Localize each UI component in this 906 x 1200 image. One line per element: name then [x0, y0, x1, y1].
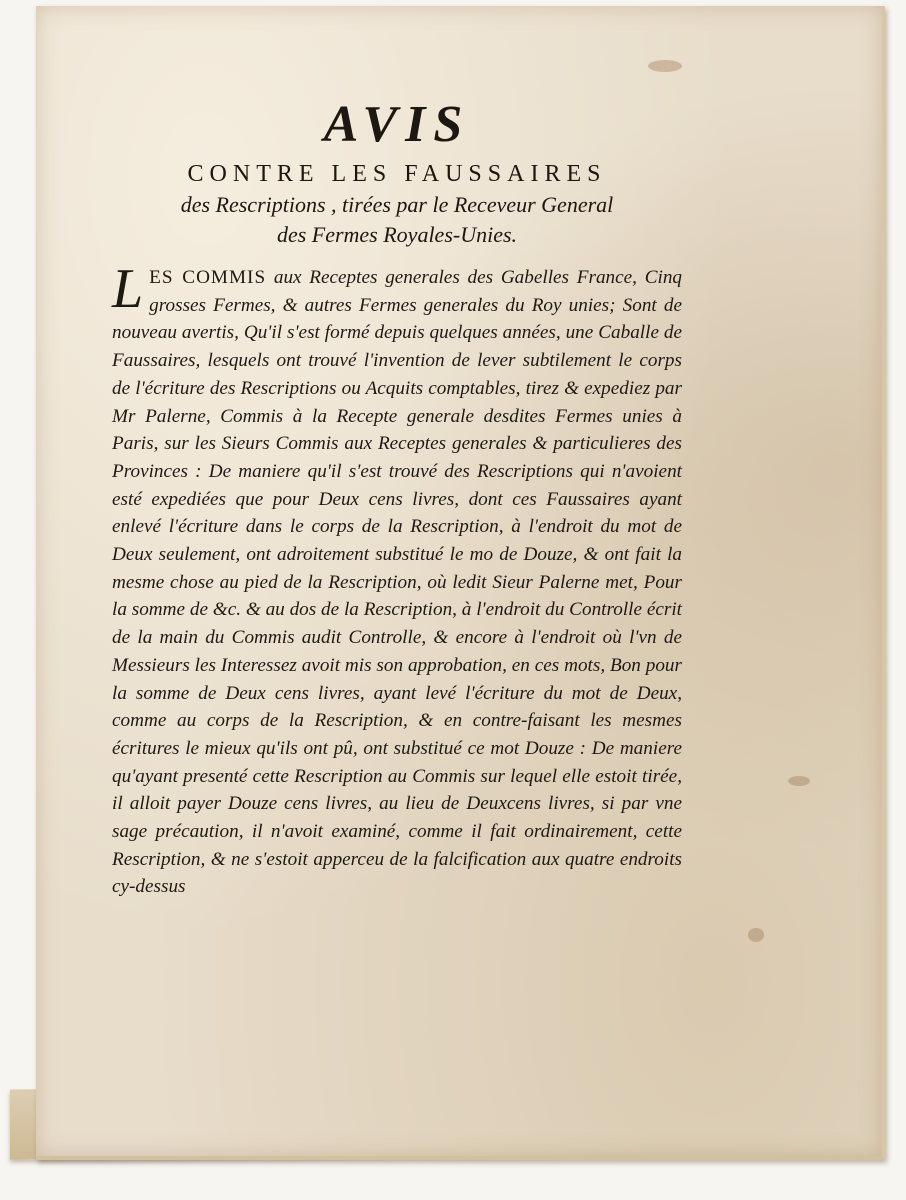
- body-text: aux Receptes generales des Gabelles France, Cinq grosses Fermes, & autres Fermes generales du Roy unies; Sont de nouveau avertis, Qu'il s'est formé depuis quelques années, une Caballe de Faussaires, lesquels ont trouvé l'invention de lever subtilement le corps de l'écriture des Rescriptions ou Acquits comptables, tirez & expediez par Mr Palerne, Commis à la Recepte generale desdites Fermes unies à Paris, sur les Sieurs Commis aux Receptes generales & particulieres des Provinces : De maniere qu'il s'est trouvé des Rescriptions qui n'avoient esté expediées que pour Deux cens livres, dont ces Faussaires ayant enlevé l'écriture dans le corps de la Rescription, à l'endroit du mot de Deux seulement, ont adroitement substitué le mo de Douze, & ont fait la mesme chose au pied de la Rescription, où ledit Sieur Palerne met, Pour la somme de &c. & au dos de la Rescription, à l'endroit du Controlle écrit de la main du Commis audit Controlle, & encore à l'endroit où l'vn de Messieurs les Interessez avoit mis son approbation, en ces mots, Bon pour la somme de Deux cens livres, ayant levé l'écriture du mot de Deux, comme au corps de la Rescription, & en contre-faisant les mesmes écritures le mieux qu'ils ont pû, ont substitué ce mot Douze : De maniere qu'ayant presenté cette Rescription au Commis sur lequel elle estoit tirée, il alloit payer Douze cens livres, au lieu de Deuxcens livres, si par vne sage précaution, il n'avoit examiné, comme il fait ordinairement, cette Rescription, & ne s'estoit apperceu de la falcification aux quatre endroits cy-dessus: [112, 267, 683, 898]
- drop-cap-letter: L: [112, 258, 144, 320]
- stain-mark: [788, 776, 810, 786]
- body-paragraph: [112, 258, 683, 901]
- subtitle-line-3: des Fermes Royales-Unies.: [276, 222, 518, 247]
- subtitle-heading: CONTRE LES FAUSSAIRES: [187, 161, 607, 187]
- document-content: [112, 96, 682, 901]
- subtitle-line-2: des Rescriptions , tirées par le Receveur General: [180, 192, 614, 217]
- document-title: AVIS: [323, 96, 471, 153]
- stain-mark: [748, 928, 764, 942]
- stain-mark: [648, 60, 682, 72]
- opening-words: ES COMMIS: [149, 267, 267, 288]
